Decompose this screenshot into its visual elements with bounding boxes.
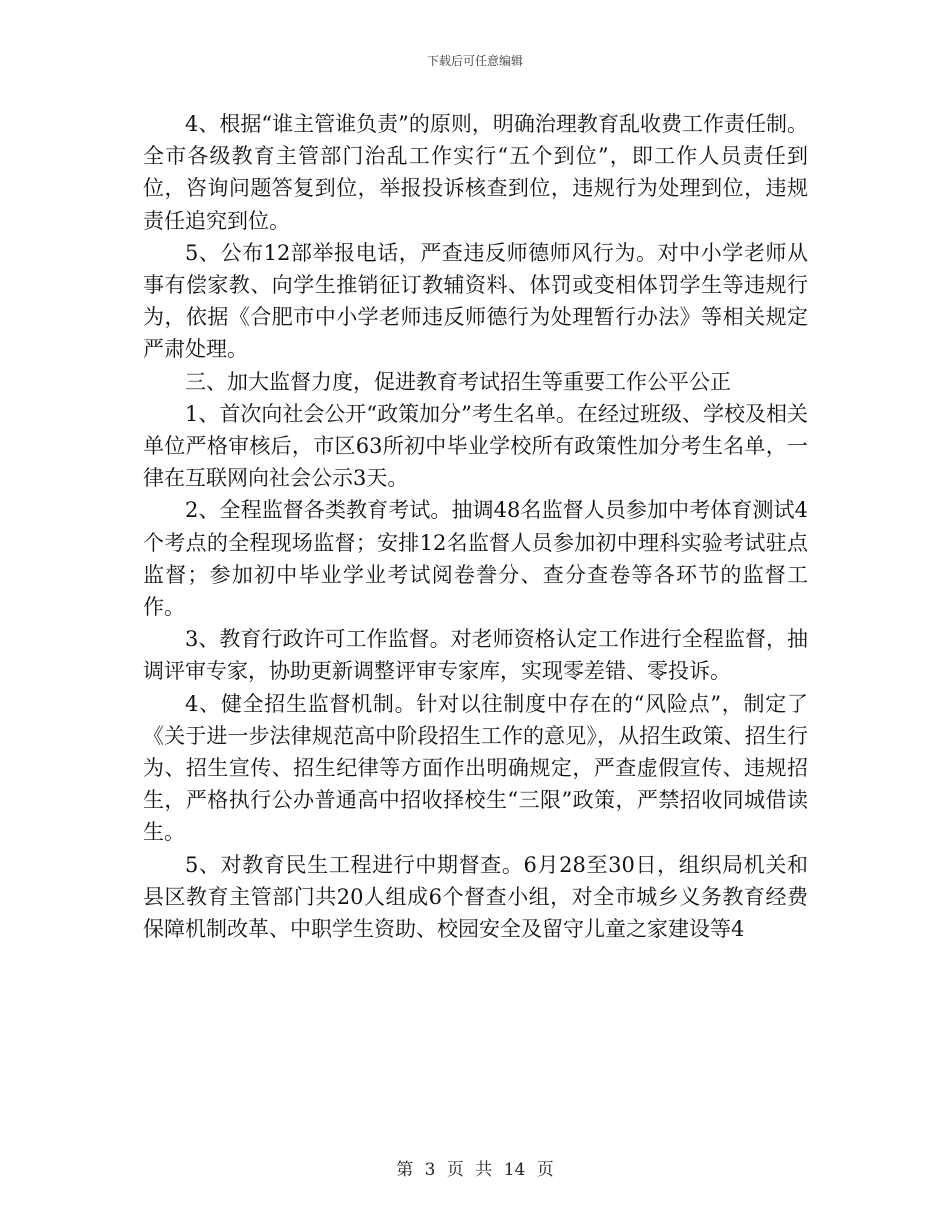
page-header-note: 下载后可任意编辑 — [426, 54, 523, 68]
paragraph: 2、全程监督各类教育考试。抽调48名监督人员参加中考体育测试4个考点的全程现场监督；安排12名监督人员参加初中理科实验考试驻点监督；参加初中毕业学业考试阅卷誊分、查分查卷等各环节的监督工作。 — [143, 498, 808, 620]
paragraph: 4、健全招生监督机制。针对以往制度中存在的“风险点”，制定了《关于进一步法律规范高中阶段招生工作的意见》，从招生政策、招生行为、招生宣传、招生纪律等方面作出明确规定，严查虚假宣传、违规招生，严格执行公办普通高中招收择校生“三限”政策，严禁招收同城借读生。 — [143, 691, 808, 845]
paragraph: 4、根据“谁主管谁负责”的原则，明确治理教育乱收费工作责任制。全市各级教育主管部门治乱工作实行“五个到位”，即工作人员责任到位，咨询问题答复到位，举报投诉核查到位，违规行为处理到位，违规责任追究到位。 — [143, 112, 808, 233]
page-number-footer: 第 3 页 共 14 页 — [396, 1160, 554, 1180]
paragraph: 1、首次向社会公开“政策加分”考生名单。在经过班级、学校及相关单位严格审核后，市区63所初中毕业学校所有政策性加分考生名单，一律在互联网向社会公示3天。 — [143, 401, 808, 491]
paragraph: 3、教育行政许可工作监督。对老师资格认定工作进行全程监督，抽调评审专家，协助更新调整评审专家库，实现零差错、零投诉。 — [143, 627, 808, 684]
paragraph: 5、公布12部举报电话，严查违反师德师风行为。对中小学老师从事有偿家教、向学生推销征订教辅资料、体罚或变相体罚学生等违规行为，依据《合肥市中小学老师违反师德行为处理暂行办法》等相关规定严肃处理。 — [143, 240, 808, 362]
document-body — [143, 108, 808, 945]
section-heading: 三、加大监督力度，促进教育考试招生等重要工作公平公正 — [185, 369, 731, 394]
paragraph: 5、对教育民生工程进行中期督查。6月28至30日，组织局机关和县区教育主管部门共20人组成6个督查小组，对全市城乡义务教育经费保障机制改革、中职学生资助、校园安全及留守儿童之家建设等4 — [143, 852, 808, 942]
